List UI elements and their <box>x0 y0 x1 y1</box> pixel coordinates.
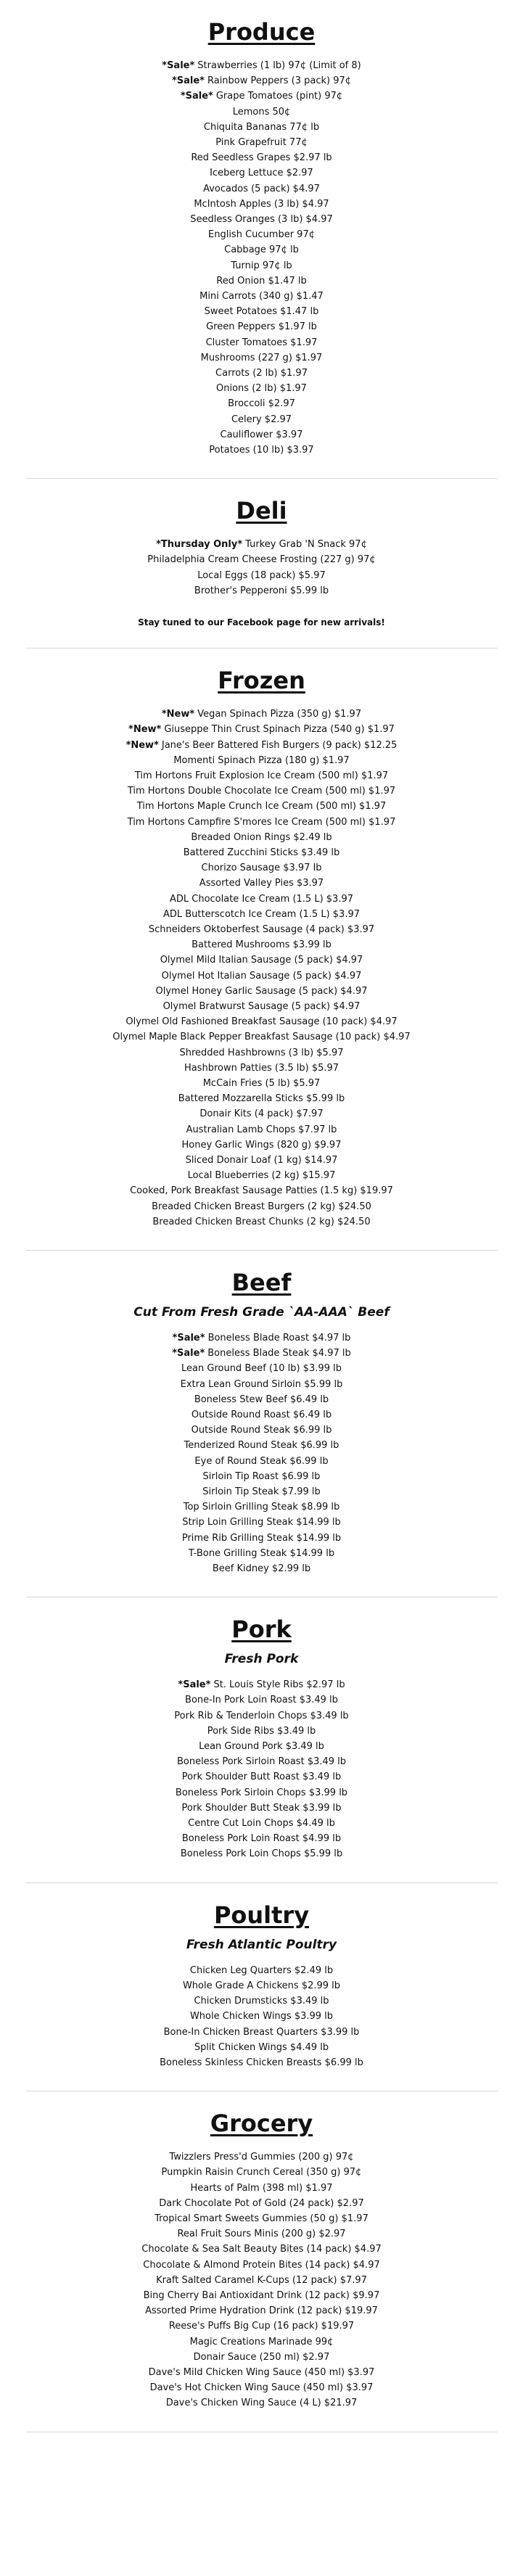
item-text: Chicken Drumsticks $3.49 lb <box>194 1996 329 2007</box>
promo-tag: *New* <box>128 724 162 736</box>
list-item <box>0 2350 523 2365</box>
list-item <box>0 1499 523 1515</box>
section-produce <box>0 0 523 478</box>
section-beef <box>0 1251 523 1597</box>
list-item <box>0 1469 523 1484</box>
list-item <box>0 2258 523 2273</box>
item-text: Pork Rib & Tenderloin Chops $3.49 lb <box>174 1710 349 1721</box>
list-item <box>0 1346 523 1361</box>
list-item <box>0 1168 523 1183</box>
promo-tag: *Sale* <box>171 75 205 87</box>
list-item <box>0 707 523 722</box>
list-item <box>0 2303 523 2318</box>
list-item <box>0 1061 523 1076</box>
list-item <box>0 1831 523 1846</box>
item-text: Tim Hortons Maple Crunch Ice Cream (500 ml) $1.97 <box>136 801 387 812</box>
item-text: Mini Carrots (340 g) $1.47 <box>199 291 324 303</box>
item-text: Kraft Salted Caramel K-Cups (12 pack) $7.97 <box>156 2274 367 2286</box>
item-text: Top Sirloin Grilling Steak $8.99 lb <box>183 1502 340 1513</box>
item-text: Boneless Pork Loin Chops $5.99 lb <box>180 1848 343 1860</box>
item-text: Cluster Tomatoes $1.97 <box>205 337 318 348</box>
list-item <box>0 2226 523 2242</box>
item-text: English Cucumber 97¢ <box>208 229 315 241</box>
list-item <box>0 1739 523 1754</box>
promo-tag: *Thursday Only* <box>156 539 243 551</box>
item-text: Bone-In Pork Loin Roast $3.49 lb <box>185 1695 338 1706</box>
list-item <box>0 722 523 737</box>
section-frozen <box>0 649 523 1250</box>
promo-tag: *New* <box>125 739 159 751</box>
item-text: St. Louis Style Ribs $2.97 lb <box>213 1679 345 1691</box>
list-item <box>0 1846 523 1861</box>
item-text: Dave's Mild Chicken Wing Sauce (450 ml) $3.97 <box>148 2366 375 2378</box>
list-item <box>0 1407 523 1423</box>
list-item <box>0 907 523 922</box>
item-text: Celery $2.97 <box>231 413 292 425</box>
item-text: Boneless Blade Roast $4.97 lb <box>207 1333 351 1343</box>
item-text: Hearts of Palm (398 ml) $1.97 <box>190 2182 333 2194</box>
item-text: Extra Lean Ground Sirloin $5.99 lb <box>180 1378 343 1390</box>
list-item <box>0 815 523 830</box>
item-text: Lean Ground Beef (10 lb) $3.99 lb <box>181 1363 342 1375</box>
list-item <box>0 537 523 552</box>
item-text: Eye of Round Steak $6.99 lb <box>194 1455 329 1467</box>
item-text: Donair Kits (4 pack) $7.97 <box>199 1108 324 1120</box>
item-text: Twizzlers Press'd Gummies (200 g) 97¢ <box>169 2152 354 2163</box>
list-item <box>0 1677 523 1692</box>
item-text: Hashbrown Patties (3.5 lb) $5.97 <box>184 1062 339 1074</box>
list-item <box>0 1546 523 1561</box>
item-text: Tenderized Round Steak $6.99 lb <box>184 1440 339 1452</box>
list-item <box>0 2025 523 2040</box>
section-title: Frozen <box>218 667 305 695</box>
item-text: Schneiders Oktoberfest Sausage (4 pack) $3.97 <box>148 923 375 935</box>
list-item <box>0 845 523 860</box>
list-item <box>0 319 523 334</box>
section-grocery <box>0 2091 523 2431</box>
list-item <box>0 999 523 1014</box>
list-item <box>0 922 523 937</box>
item-text: McIntosh Apples (3 lb) $4.97 <box>194 198 329 210</box>
list-item <box>0 830 523 845</box>
list-item <box>0 2288 523 2303</box>
item-text: Carrots (2 lb) $1.97 <box>215 368 308 379</box>
item-text: Olymel Mild Italian Sausage (5 pack) $4.97 <box>160 955 363 966</box>
list-item <box>0 568 523 583</box>
list-item <box>0 1106 523 1122</box>
item-text: Chorizo Sausage $3.97 lb <box>201 863 322 874</box>
list-item <box>0 1484 523 1499</box>
list-item <box>0 799 523 814</box>
list-item <box>0 1724 523 1739</box>
list-item <box>0 2055 523 2070</box>
item-text: Boneless Skinless Chicken Breasts $6.99 lb <box>160 2057 363 2068</box>
section-subtitle: Fresh Pork <box>224 1652 299 1667</box>
item-text: Real Fruit Sours Minis (200 g) $2.97 <box>177 2229 346 2240</box>
item-text: Chocolate & Sea Salt Beauty Bites (14 pack) $4.97 <box>141 2244 382 2255</box>
section-subtitle: Fresh Atlantic Poultry <box>186 1937 337 1952</box>
list-item <box>0 335 523 350</box>
list-item <box>0 1153 523 1168</box>
list-item <box>0 968 523 984</box>
list-item <box>0 2380 523 2395</box>
list-item <box>0 1392 523 1407</box>
item-text: Jane's Beer Battered Fish Burgers (9 pack) $12.25 <box>161 739 398 751</box>
list-item <box>0 1993 523 2009</box>
item-text: Green Peppers $1.97 lb <box>206 321 317 333</box>
list-item <box>0 2009 523 2024</box>
item-text: Boneless Pork Sirloin Chops $3.99 lb <box>175 1787 348 1798</box>
list-item <box>0 2365 523 2380</box>
list-item <box>0 197 523 212</box>
item-text: Whole Grade A Chickens $2.99 lb <box>182 1980 341 1991</box>
list-item <box>0 242 523 258</box>
list-item <box>0 1377 523 1392</box>
item-text: Bing Cherry Bai Antioxidant Drink (12 pack) $9.97 <box>143 2289 380 2301</box>
list-item <box>0 753 523 768</box>
list-item <box>0 304 523 319</box>
item-text: Red Seedless Grapes $2.97 lb <box>191 152 332 164</box>
item-text: Red Onion $1.47 lb <box>216 275 307 287</box>
list-item <box>0 1199 523 1214</box>
list-item <box>0 1708 523 1724</box>
list-item <box>0 1091 523 1106</box>
item-text: Cauliflower $3.97 <box>220 429 303 440</box>
list-item <box>0 412 523 427</box>
list-item <box>0 427 523 443</box>
item-list <box>0 58 523 458</box>
list-item <box>0 1137 523 1153</box>
list-item <box>0 1045 523 1061</box>
list-item <box>0 2040 523 2055</box>
list-item <box>0 876 523 891</box>
list-item <box>0 768 523 783</box>
item-text: Australian Lamb Chops $7.97 lb <box>186 1124 337 1135</box>
section-title: Beef <box>231 1269 292 1296</box>
list-item <box>0 1361 523 1376</box>
item-text: Momenti Spinach Pizza (180 g) $1.97 <box>173 754 350 766</box>
item-text: Tim Hortons Fruit Explosion Ice Cream (500 ml) $1.97 <box>134 770 389 781</box>
list-item <box>0 2181 523 2196</box>
item-text: Boneless Pork Sirloin Roast $3.49 lb <box>176 1756 347 1768</box>
item-list <box>0 1677 523 1861</box>
item-list <box>0 1963 523 2070</box>
item-text: Sirloin Tip Steak $7.99 lb <box>202 1486 321 1498</box>
list-item <box>0 1122 523 1137</box>
item-text: Philadelphia Cream Cheese Frosting (227 g) 97¢ <box>147 554 376 566</box>
section-subtitle: Cut From Fresh Grade `AA-AAA` Beef <box>133 1305 390 1320</box>
item-text: Potatoes (10 lb) $3.97 <box>209 445 314 456</box>
item-text: Outside Round Steak $6.99 lb <box>191 1425 332 1436</box>
item-text: Pink Grapefruit 77¢ <box>215 137 308 149</box>
section-title: Produce <box>207 18 316 46</box>
list-item <box>0 1754 523 1769</box>
list-item <box>0 135 523 150</box>
item-text: Magic Creations Marinade 99¢ <box>189 2336 334 2347</box>
item-text: Split Chicken Wings $4.49 lb <box>194 2041 329 2053</box>
promo-tag: *New* <box>161 709 195 720</box>
item-text: Rainbow Peppers (3 pack) 97¢ <box>207 75 352 87</box>
item-text: Lemons 50¢ <box>232 106 291 118</box>
list-item <box>0 2165 523 2180</box>
list-item <box>0 583 523 598</box>
list-item <box>0 1515 523 1530</box>
item-text: Sirloin Tip Roast $6.99 lb <box>202 1470 321 1482</box>
list-item <box>0 952 523 968</box>
item-text: Olymel Honey Garlic Sausage (5 pack) $4.97 <box>155 985 368 997</box>
item-text: Boneless Stew Beef $6.49 lb <box>194 1394 329 1405</box>
list-item <box>0 783 523 799</box>
item-text: Donair Sauce (250 ml) $2.97 <box>193 2351 330 2363</box>
list-item <box>0 2273 523 2288</box>
list-item <box>0 381 523 396</box>
item-text: Strawberries (1 lb) 97¢ (Limit of 8) <box>197 60 361 71</box>
item-text: Local Eggs (18 pack) $5.97 <box>197 569 326 581</box>
section-title: Deli <box>236 497 287 525</box>
list-item <box>0 738 523 753</box>
section-title: Pork <box>231 1616 292 1644</box>
item-text: Cabbage 97¢ lb <box>224 244 299 256</box>
item-text: Bone-In Chicken Breast Quarters $3.99 lb <box>163 2026 360 2038</box>
list-item <box>0 181 523 197</box>
list-item <box>0 2334 523 2350</box>
list-item <box>0 1561 523 1576</box>
item-text: Olymel Maple Black Pepper Breakfast Sausage (10 pack) $4.97 <box>112 1032 411 1043</box>
item-text: Honey Garlic Wings (820 g) $9.97 <box>181 1139 342 1151</box>
item-text: Battered Mushrooms $3.99 lb <box>192 939 331 951</box>
section-poultry <box>0 1883 523 2091</box>
list-item <box>0 1183 523 1198</box>
list-item <box>0 2149 523 2165</box>
item-text: Chiquita Bananas 77¢ lb <box>203 121 320 133</box>
item-text: ADL Butterscotch Ice Cream (1.5 L) $3.97 <box>162 908 360 920</box>
item-text: Shredded Hashbrowns (3 lb) $5.97 <box>179 1047 344 1058</box>
item-text: Giuseppe Thin Crust Spinach Pizza (540 g) $1.97 <box>164 724 395 736</box>
list-item <box>0 227 523 242</box>
list-item <box>0 937 523 952</box>
list-item <box>0 2196 523 2211</box>
list-item <box>0 165 523 181</box>
list-item <box>0 150 523 165</box>
list-item <box>0 258 523 273</box>
item-text: Cooked, Pork Breakfast Sausage Patties (1.5 kg) $19.97 <box>130 1185 393 1197</box>
item-text: Mushrooms (227 g) $1.97 <box>200 352 323 363</box>
item-text: Seedless Oranges (3 lb) $4.97 <box>190 214 333 226</box>
item-text: Breaded Onion Rings $2.49 lb <box>191 831 332 843</box>
section-title: Grocery <box>210 2110 313 2138</box>
item-text: Strip Loin Grilling Steak $14.99 lb <box>182 1517 341 1528</box>
item-text: Prime Rib Grilling Steak $14.99 lb <box>181 1532 342 1544</box>
list-item <box>0 58 523 73</box>
section-title: Poultry <box>213 1901 310 1929</box>
list-item <box>0 892 523 907</box>
list-item <box>0 1454 523 1469</box>
list-item <box>0 1816 523 1831</box>
list-item <box>0 1978 523 1993</box>
item-text: Broccoli $2.97 <box>228 398 295 410</box>
list-item <box>0 1438 523 1453</box>
item-text: Outside Round Roast $6.49 lb <box>191 1410 332 1421</box>
item-text: Avocados (5 pack) $4.97 <box>203 183 320 194</box>
item-text: Lean Ground Pork $3.49 lb <box>199 1741 324 1753</box>
item-text: Iceberg Lettuce $2.97 <box>210 168 313 179</box>
promo-tag: *Sale* <box>172 1333 205 1343</box>
list-item <box>0 552 523 567</box>
list-item <box>0 860 523 876</box>
item-text: Reese's Puffs Big Cup (16 pack) $19.97 <box>168 2321 355 2332</box>
list-item <box>0 1785 523 1801</box>
list-item <box>0 1076 523 1091</box>
list-item <box>0 1531 523 1546</box>
item-text: Onions (2 lb) $1.97 <box>216 383 307 395</box>
list-item <box>0 2211 523 2226</box>
item-list <box>0 2149 523 2411</box>
list-item <box>0 1330 523 1346</box>
item-text: Whole Chicken Wings $3.99 lb <box>189 2011 334 2022</box>
item-text: Vegan Spinach Pizza (350 g) $1.97 <box>197 709 362 720</box>
promo-tag: *Sale* <box>180 91 213 102</box>
item-text: Assorted Valley Pies $3.97 <box>199 878 324 889</box>
item-text: T-Bone Grilling Steak $14.99 lb <box>188 1547 335 1559</box>
item-text: Assorted Prime Hydration Drink (12 pack) $19.97 <box>145 2305 378 2317</box>
list-item <box>0 1769 523 1785</box>
item-text: Olymel Bratwurst Sausage (5 pack) $4.97 <box>162 1000 361 1012</box>
list-item <box>0 984 523 999</box>
item-text: Brother's Pepperoni $5.99 lb <box>194 585 329 596</box>
item-text: Battered Zucchini Sticks $3.49 lb <box>183 847 340 858</box>
list-item <box>0 396 523 411</box>
item-text: Battered Mozzarella Sticks $5.99 lb <box>178 1093 345 1105</box>
list-item <box>0 1214 523 1230</box>
list-item <box>0 443 523 458</box>
item-text: ADL Chocolate Ice Cream (1.5 L) $3.97 <box>169 893 353 905</box>
list-item <box>0 366 523 381</box>
list-item <box>0 1029 523 1045</box>
list-item <box>0 2242 523 2257</box>
item-text: Chicken Leg Quarters $2.49 lb <box>189 1964 334 1976</box>
item-text: Dave's Hot Chicken Wing Sauce (450 ml) $3.97 <box>149 2382 374 2394</box>
item-text: Pork Shoulder Butt Roast $3.49 lb <box>181 1771 342 1783</box>
item-text: Pork Shoulder Butt Steak $3.99 lb <box>181 1802 342 1814</box>
item-list <box>0 1330 523 1576</box>
section-pork <box>0 1597 523 1882</box>
item-text: Dave's Chicken Wing Sauce (4 L) $21.97 <box>165 2398 358 2409</box>
list-item <box>0 1801 523 1816</box>
item-text: Tim Hortons Double Chocolate Ice Cream (500 ml) $1.97 <box>127 786 396 797</box>
section-note: Stay tuned to our Facebook page for new arrivals! <box>138 617 385 628</box>
promo-tag: *Sale* <box>178 1679 211 1691</box>
list-item <box>0 273 523 289</box>
item-text: Pumpkin Raisin Crunch Cereal (350 g) 97¢ <box>161 2167 362 2178</box>
item-text: Pork Side Ribs $3.49 lb <box>207 1725 316 1737</box>
item-text: Boneless Blade Steak $4.97 lb <box>207 1348 351 1359</box>
item-text: Breaded Chicken Breast Chunks (2 kg) $24.50 <box>152 1216 371 1227</box>
item-text: Beef Kidney $2.99 lb <box>212 1563 311 1575</box>
item-text: Turnip 97¢ lb <box>231 260 292 271</box>
item-text: Centre Cut Loin Chops $4.49 lb <box>188 1818 335 1830</box>
list-item <box>0 1963 523 1978</box>
item-text: Turkey Grab 'N Snack 97¢ <box>245 539 367 551</box>
list-item <box>0 1014 523 1029</box>
list-item <box>0 120 523 135</box>
item-text: Chocolate & Almond Protein Bites (14 pack) $4.97 <box>143 2259 380 2271</box>
list-item <box>0 89 523 104</box>
list-item <box>0 104 523 120</box>
list-item <box>0 73 523 89</box>
section-deli <box>0 479 523 648</box>
item-text: Tropical Smart Sweets Gummies (50 g) $1.97 <box>155 2213 368 2224</box>
promo-tag: *Sale* <box>172 1348 205 1359</box>
item-list <box>0 537 523 598</box>
item-list <box>0 707 523 1230</box>
item-text: Local Blueberries (2 kg) $15.97 <box>187 1170 336 1182</box>
promo-tag: *Sale* <box>162 60 195 71</box>
list-item <box>0 212 523 227</box>
list-item <box>0 1692 523 1708</box>
list-item <box>0 2395 523 2411</box>
item-text: Grape Tomatoes (pint) 97¢ <box>215 91 343 102</box>
list-item <box>0 350 523 366</box>
item-text: Dark Chocolate Pot of Gold (24 pack) $2.97 <box>159 2197 364 2209</box>
list-item <box>0 289 523 304</box>
item-text: McCain Fries (5 lb) $5.97 <box>202 1077 321 1089</box>
item-text: Tim Hortons Campfire S'mores Ice Cream (500 ml) $1.97 <box>127 816 396 828</box>
item-text: Sliced Donair Loaf (1 kg) $14.97 <box>185 1154 338 1166</box>
item-text: Sweet Potatoes $1.47 lb <box>204 306 319 318</box>
item-text: Breaded Chicken Breast Burgers (2 kg) $24.50 <box>152 1201 371 1212</box>
item-text: Olymel Old Fashioned Breakfast Sausage (10 pack) $4.97 <box>125 1016 398 1028</box>
list-item <box>0 1423 523 1438</box>
item-text: Olymel Hot Italian Sausage (5 pack) $4.97 <box>161 970 362 982</box>
list-item <box>0 2318 523 2334</box>
item-text: Boneless Pork Loin Roast $4.99 lb <box>181 1833 342 1845</box>
